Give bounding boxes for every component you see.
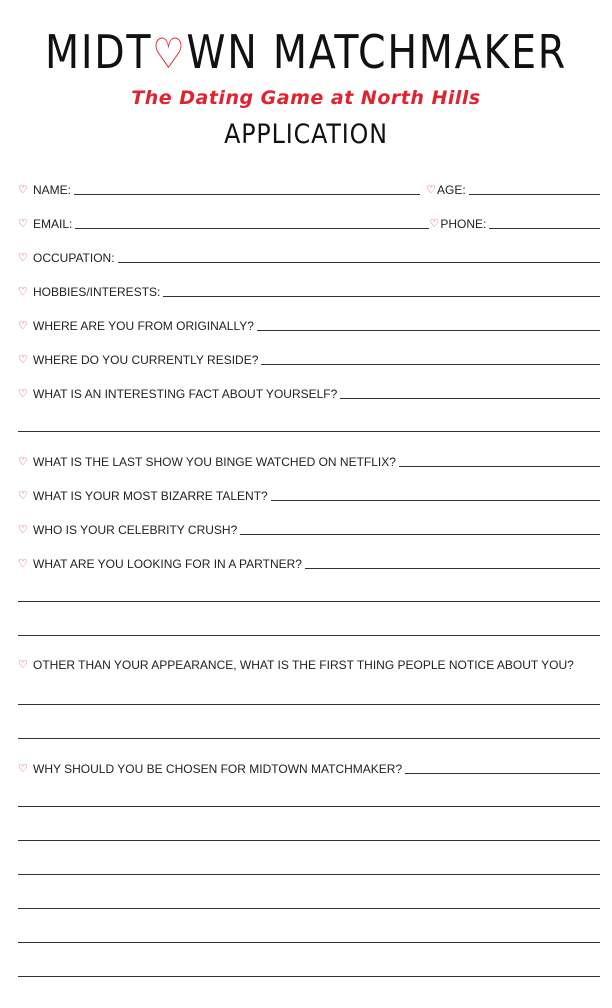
heart-outline-icon: ♡: [18, 286, 28, 298]
heart-outline-icon: ♡: [18, 490, 28, 502]
origin-row: [18, 315, 600, 333]
fact-field[interactable]: [340, 398, 600, 399]
residence-row: [18, 349, 600, 367]
partner-row: [18, 553, 600, 571]
origin-label: WHERE ARE YOU FROM ORIGINALLY?: [33, 319, 254, 333]
heart-outline-icon: ♡: [18, 659, 28, 671]
chosen-field-continued[interactable]: [18, 976, 600, 977]
heart-o-icon: ♡: [152, 29, 187, 78]
chosen-field[interactable]: [405, 773, 600, 774]
partner-field-continued[interactable]: [18, 635, 600, 636]
title-part-1: MIDT: [44, 25, 153, 79]
phone-label: PHONE:: [440, 217, 487, 231]
notice-field[interactable]: [18, 704, 600, 705]
page-title: [43, 24, 569, 82]
chosen-row: [18, 758, 600, 776]
crush-row: [18, 519, 600, 537]
chosen-field-continued[interactable]: [18, 840, 600, 841]
age-field[interactable]: [469, 194, 600, 195]
name-label: NAME:: [33, 183, 72, 197]
heart-outline-icon: ♡: [18, 388, 28, 400]
occupation-label: OCCUPATION:: [33, 251, 115, 265]
heart-outline-icon: ♡: [426, 184, 436, 196]
origin-field[interactable]: [257, 330, 600, 331]
netflix-label: WHAT IS THE LAST SHOW YOU BINGE WATCHED ON NETFLIX?: [33, 455, 396, 469]
notice-field-continued[interactable]: [18, 738, 600, 739]
email-label: EMAIL:: [33, 217, 73, 231]
crush-label: WHO IS YOUR CELEBRITY CRUSH?: [33, 523, 238, 537]
heart-outline-icon: ♡: [18, 184, 28, 196]
fact-row: [18, 383, 600, 401]
age-label: AGE:: [437, 183, 466, 197]
heart-outline-icon: ♡: [18, 252, 28, 264]
heart-outline-icon: ♡: [18, 524, 28, 536]
notice-label: OTHER THAN YOUR APPEARANCE, WHAT IS THE FIRST THING PEOPLE NOTICE ABOUT YOU?: [33, 658, 574, 672]
partner-field[interactable]: [305, 568, 600, 569]
hobbies-field[interactable]: [163, 296, 600, 297]
heart-outline-icon: ♡: [18, 320, 28, 332]
talent-field[interactable]: [271, 500, 600, 501]
heart-outline-icon: ♡: [18, 218, 28, 230]
heart-outline-icon: ♡: [18, 456, 28, 468]
page-subtitle: The Dating Game at North Hills: [131, 87, 481, 109]
chosen-field-continued[interactable]: [18, 806, 600, 807]
fact-label: WHAT IS AN INTERESTING FACT ABOUT YOURSELF?: [33, 387, 338, 401]
occupation-row: [18, 247, 600, 265]
form-header: [0, 0, 612, 160]
partner-field-continued[interactable]: [18, 601, 600, 602]
chosen-field-continued[interactable]: [18, 874, 600, 875]
chosen-label: WHY SHOULD YOU BE CHOSEN FOR MIDTOWN MATCHMAKER?: [33, 762, 403, 776]
netflix-field[interactable]: [399, 466, 600, 467]
residence-field[interactable]: [261, 364, 600, 365]
chosen-field-continued[interactable]: [18, 942, 600, 943]
email-phone-row: [18, 213, 600, 231]
phone-field[interactable]: [489, 228, 600, 229]
residence-label: WHERE DO YOU CURRENTLY RESIDE?: [33, 353, 259, 367]
name-age-row: [18, 179, 600, 197]
form-title: APPLICATION: [224, 119, 388, 150]
fact-field-continued[interactable]: [18, 431, 600, 432]
chosen-field-continued[interactable]: [18, 908, 600, 909]
crush-field[interactable]: [240, 534, 600, 535]
name-field[interactable]: [74, 194, 420, 195]
heart-outline-icon: ♡: [18, 763, 28, 775]
netflix-row: [18, 451, 600, 469]
heart-outline-icon: ♡: [18, 558, 28, 570]
heart-outline-icon: ♡: [18, 354, 28, 366]
email-field[interactable]: [75, 228, 429, 229]
hobbies-label: HOBBIES/INTERESTS:: [33, 285, 161, 299]
hobbies-row: [18, 281, 600, 299]
title-part-2: WN MATCHMAKER: [186, 25, 568, 79]
heart-outline-icon: ♡: [429, 218, 440, 230]
partner-label: WHAT ARE YOU LOOKING FOR IN A PARTNER?: [33, 557, 302, 571]
talent-label: WHAT IS YOUR MOST BIZARRE TALENT?: [33, 489, 268, 503]
occupation-field[interactable]: [118, 262, 600, 263]
notice-row: [18, 654, 600, 672]
talent-row: [18, 485, 600, 503]
